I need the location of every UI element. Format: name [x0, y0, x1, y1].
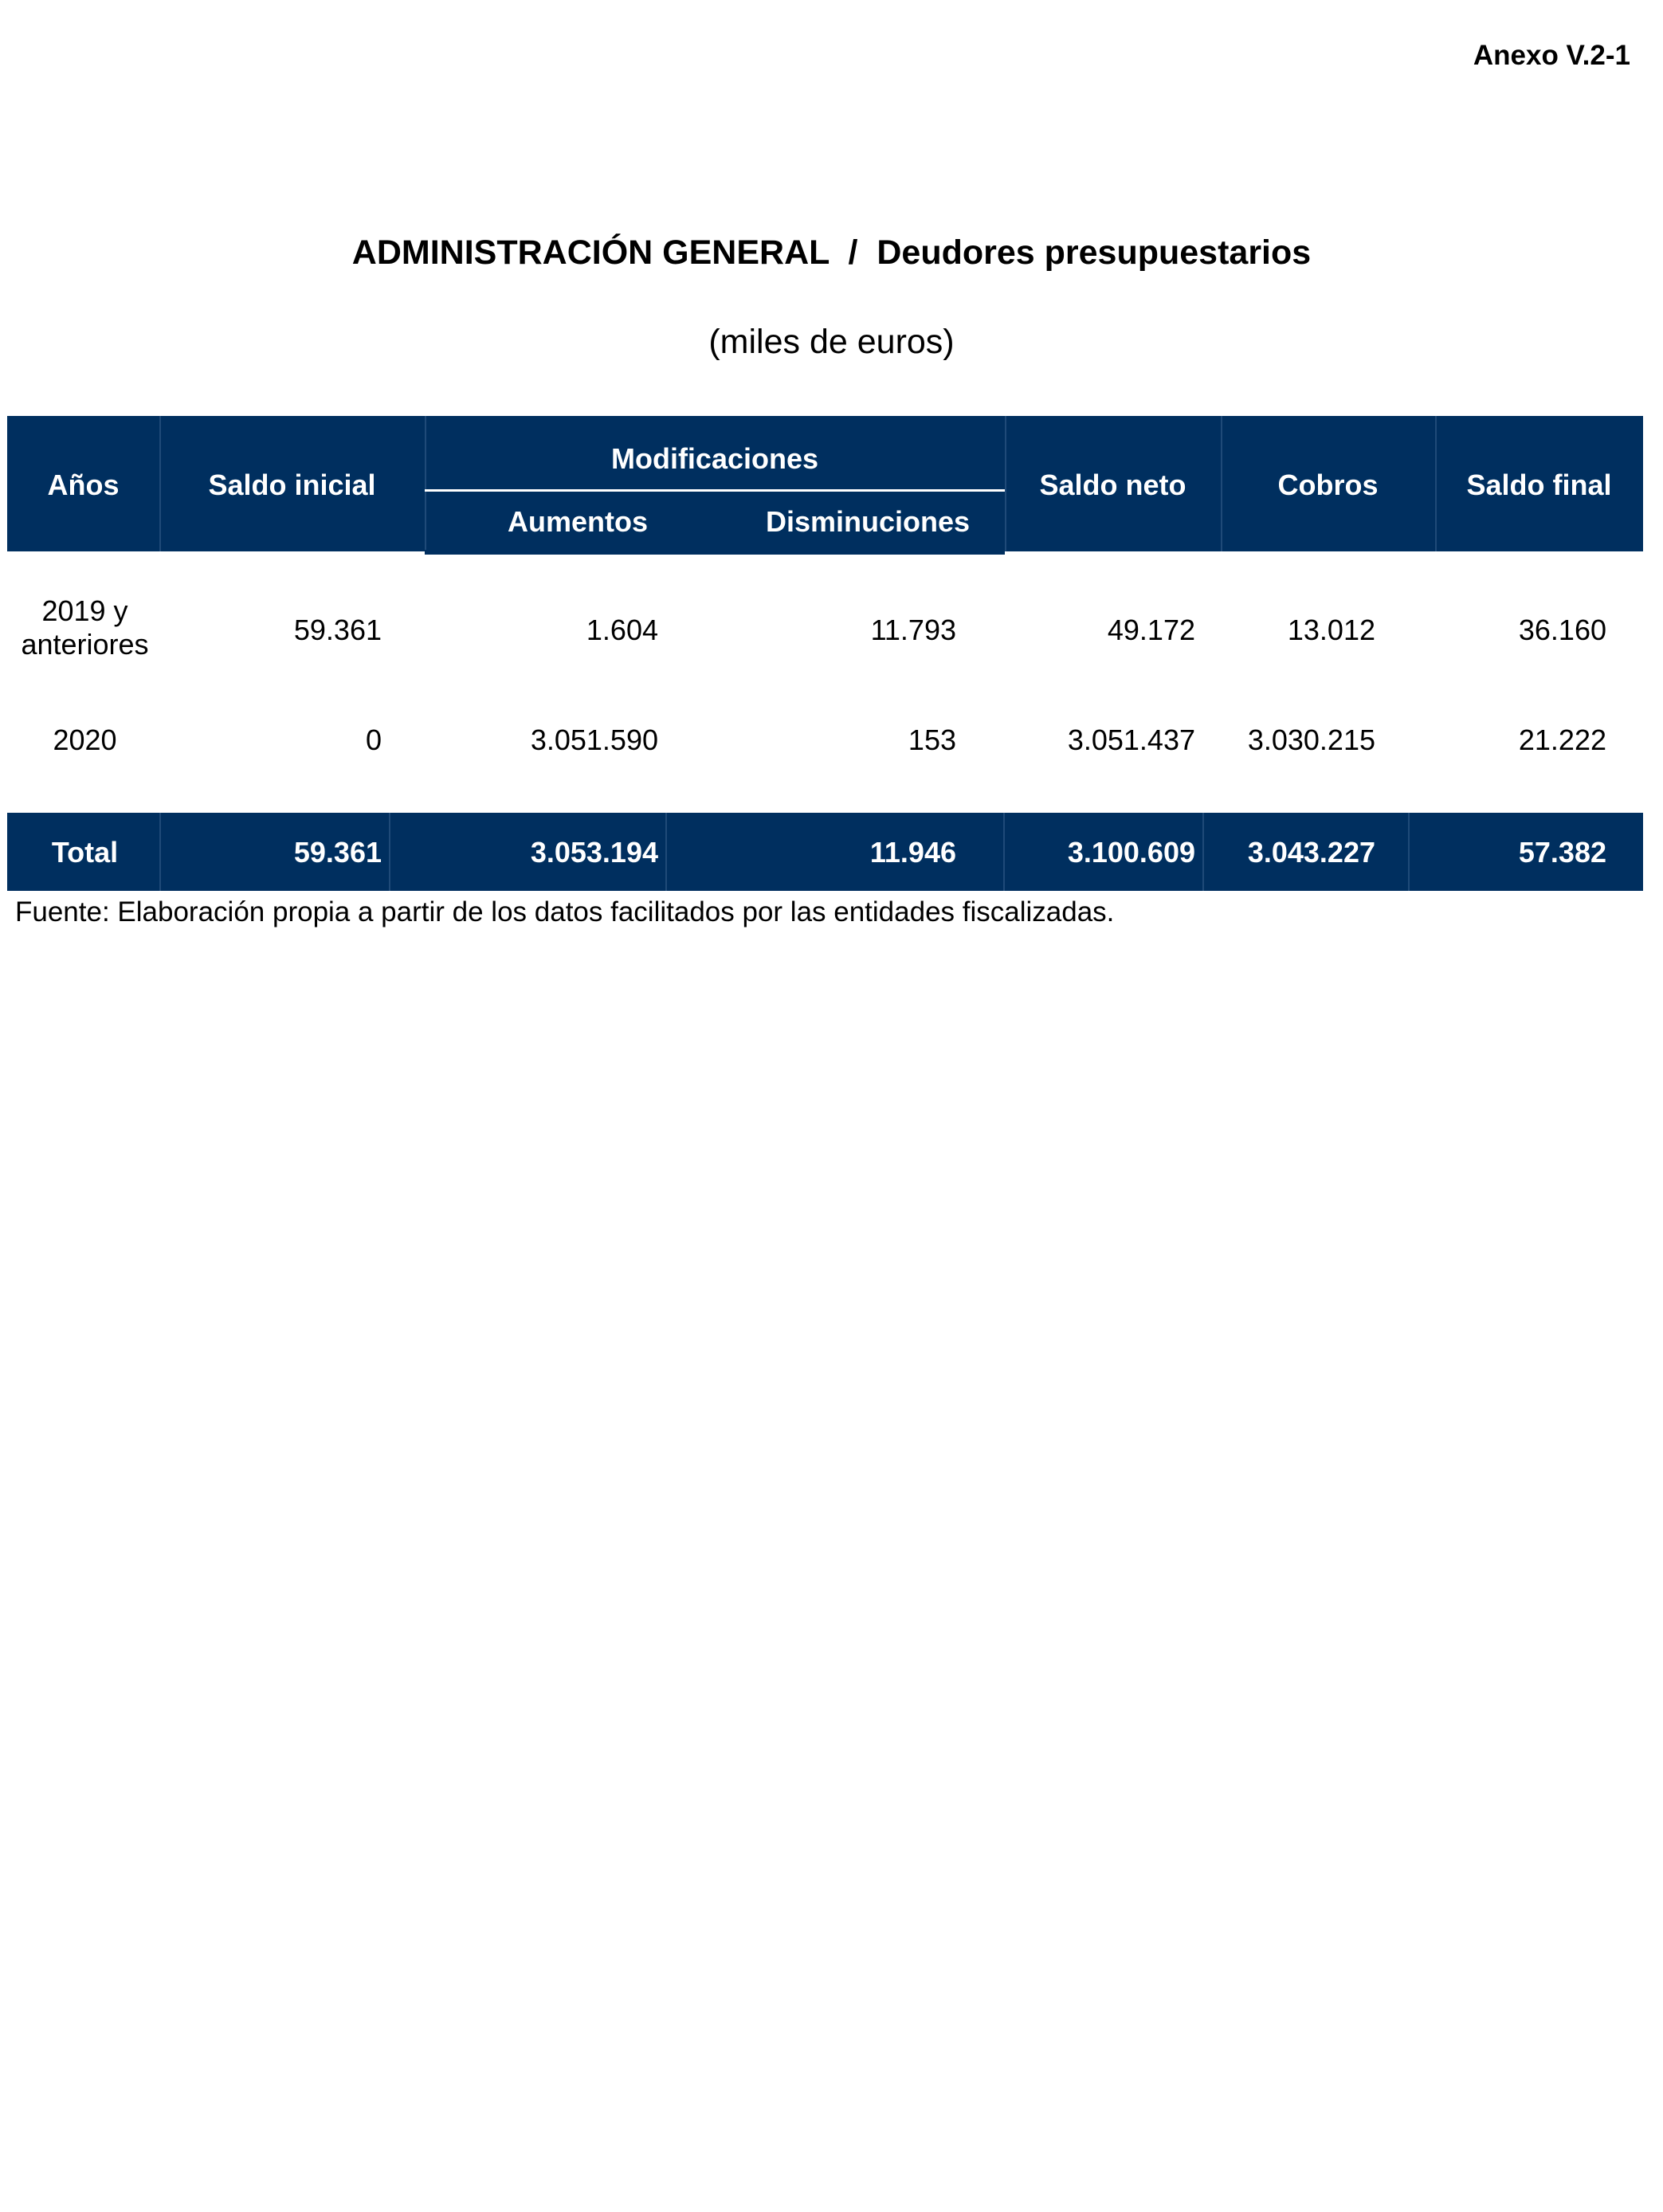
cell-increases: 1.604 — [586, 614, 658, 646]
table-header — [7, 416, 1643, 551]
header-decreases: Disminuciones — [765, 505, 971, 538]
annex-label: Anexo V.2-1 — [1473, 40, 1630, 71]
header-initial-balance: Saldo inicial — [208, 469, 376, 501]
table-row — [7, 594, 1643, 666]
page-subtitle: (miles de euros) — [708, 323, 955, 361]
page-title: ADMINISTRACIÓN GENERAL / Deudores presupuestarios — [351, 233, 1312, 272]
header-collections: Cobros — [1277, 469, 1379, 501]
cell-collections: 3.030.215 — [1247, 724, 1375, 756]
cell-final: 36.160 — [1518, 614, 1606, 646]
total-increases: 3.053.194 — [530, 836, 658, 869]
cell-net: 49.172 — [1107, 614, 1195, 646]
header-modifications: Modificaciones — [610, 442, 819, 475]
cell-collections: 13.012 — [1287, 614, 1375, 646]
source-note: Fuente: Elaboración propia a partir de los datos facilitados por las entidades fiscalizadas. — [15, 896, 1115, 928]
cell-final: 21.222 — [1518, 724, 1606, 756]
modifications-divider — [425, 489, 1005, 492]
table-row — [7, 724, 1643, 763]
cell-net: 3.051.437 — [1067, 724, 1195, 756]
header-subcolumn-underline — [425, 550, 1005, 555]
total-collections: 3.043.227 — [1247, 836, 1375, 869]
cell-increases: 3.051.590 — [530, 724, 658, 756]
cell-decreases: 11.793 — [870, 614, 956, 646]
total-initial: 59.361 — [293, 836, 382, 869]
total-label: Total — [51, 836, 119, 869]
cell-year: 2020 — [53, 724, 117, 756]
header-final-balance: Saldo final — [1466, 469, 1612, 501]
total-row — [7, 813, 1643, 891]
total-decreases: 11.946 — [869, 836, 956, 869]
header-net-balance: Saldo neto — [1039, 469, 1186, 501]
cell-decreases: 153 — [908, 724, 956, 756]
cell-initial: 0 — [365, 724, 382, 756]
total-final: 57.382 — [1518, 836, 1606, 869]
header-increases: Aumentos — [507, 505, 648, 538]
cell-year: 2019 y anteriores — [21, 594, 149, 661]
header-years: Años — [47, 469, 120, 501]
cell-initial: 59.361 — [293, 614, 382, 646]
total-net: 3.100.609 — [1067, 836, 1195, 869]
